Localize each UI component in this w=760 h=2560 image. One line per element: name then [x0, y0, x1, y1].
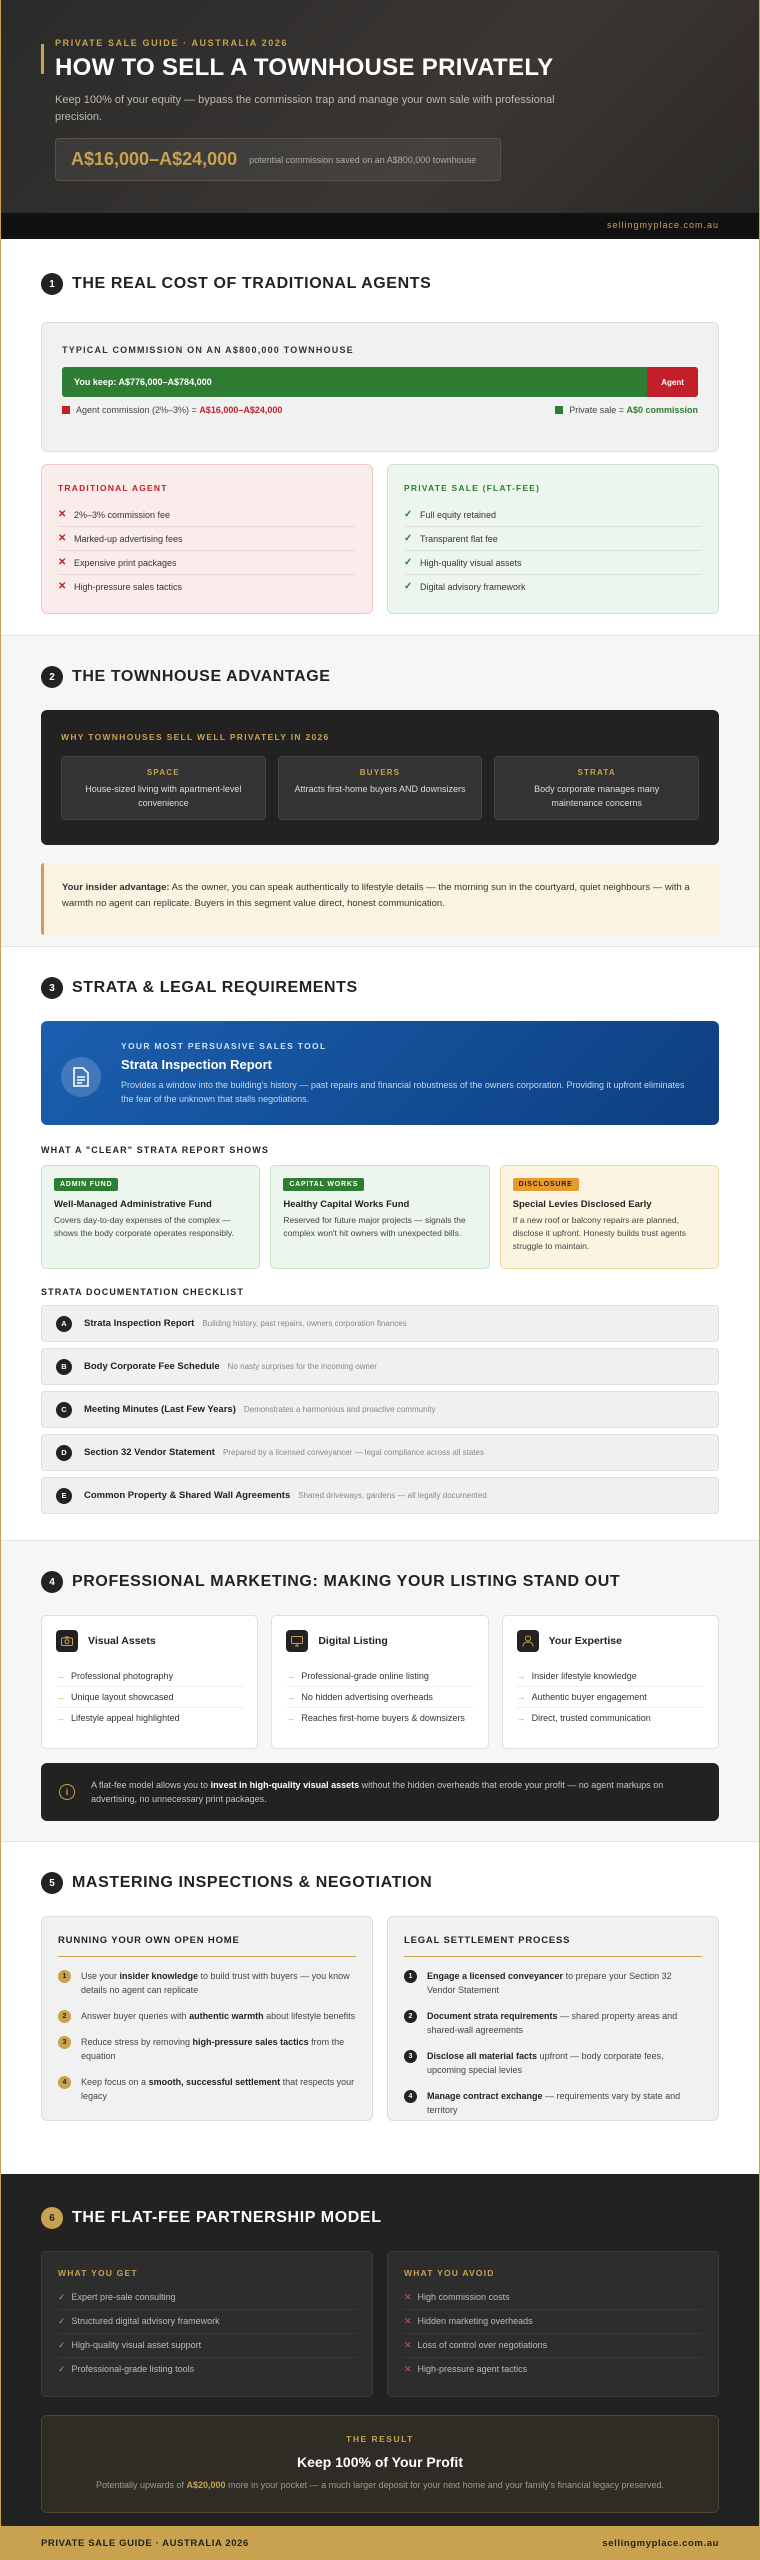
reason-tile-buyers: [278, 756, 483, 820]
list-item: [404, 551, 702, 575]
tile-title: SPACE: [146, 768, 180, 777]
tile-title: BUYERS: [359, 768, 401, 777]
list-item-text: Professional-grade listing tools: [71, 2364, 195, 2374]
step-bold: smooth, successful settlement: [148, 2077, 281, 2087]
what-you-avoid-box: [387, 2251, 719, 2397]
list-item-text: High commission costs: [417, 2292, 510, 2302]
list-item-text: Marked-up advertising fees: [74, 533, 183, 544]
section-heading: [41, 1872, 719, 1894]
settlement-box: [387, 1916, 719, 2121]
item-desc: Prepared by a licensed conveyancer — legal compliance across all states: [222, 1448, 484, 1457]
list-item-text: Lifestyle appeal highlighted: [71, 1713, 180, 1723]
hero-site-strip: [1, 213, 759, 239]
legend-green-swatch: [555, 406, 563, 414]
list-item: [286, 1687, 473, 1708]
card-title: TRADITIONAL AGENT: [58, 483, 168, 493]
step-number: 4: [404, 2090, 417, 2103]
step-number: 1: [404, 1970, 417, 1983]
item-desc: Shared driveways, gardens — all legally documented: [298, 1491, 487, 1500]
flat-fee-note: [41, 1763, 719, 1821]
monitor-icon: [286, 1630, 308, 1652]
step-item: [58, 2075, 356, 2103]
list-item: [404, 2310, 702, 2334]
info-icon: i: [59, 1784, 75, 1800]
list-item-text: Loss of control over negotiations: [417, 2340, 548, 2350]
cross-icon: ✕: [404, 2340, 412, 2350]
step-bold: authentic warmth: [189, 2011, 264, 2021]
digital-listing-card: [271, 1615, 488, 1749]
list-item-text: 2%–3% commission fee: [74, 509, 171, 520]
list-item-text: Expensive print packages: [74, 557, 177, 568]
legend-agent-label: Agent commission (2%–3%) =: [76, 405, 200, 415]
checklist-heading: STRATA DOCUMENTATION CHECKLIST: [41, 1287, 244, 1297]
documentation-checklist: [41, 1305, 719, 1514]
hero-site-link[interactable]: sellingmyplace.com.au: [606, 220, 719, 230]
capital-works-card: [270, 1165, 489, 1269]
list-item-text: Digital advisory framework: [420, 581, 526, 592]
footer-label: PRIVATE SALE GUIDE · AUSTRALIA 2026: [41, 2537, 249, 2549]
list-item: [517, 1708, 704, 1728]
list-item: [58, 2334, 356, 2358]
check-icon: ✓: [58, 2340, 66, 2350]
step-post: — requirements vary by state and territory: [427, 2091, 681, 2115]
arrow-icon: →: [516, 1671, 526, 1681]
banner-title: Strata Inspection Report: [121, 1057, 272, 1072]
step-number: 3: [58, 2036, 71, 2049]
list-item-text: High-pressure sales tactics: [74, 581, 183, 592]
item-desc: No nasty surprises for the incoming owner: [227, 1362, 378, 1371]
cross-icon: ✕: [58, 533, 67, 544]
note-post: without the hidden overheads that erode your profit — no agent markups on advertising, no unnecessary print packages.: [91, 1780, 664, 1804]
cross-icon: ✕: [58, 581, 67, 592]
list-item: [58, 2310, 356, 2334]
card-heading: Well-Managed Administrative Fund: [54, 1199, 212, 1210]
clear-report-cards: [41, 1165, 719, 1269]
list-item-text: Reaches first-home buyers & downsizers: [301, 1713, 465, 1723]
savings-amount: A$16,000–A$24,000: [71, 149, 238, 169]
step-item: [404, 2009, 702, 2037]
step-item: [404, 2089, 702, 2117]
item-desc: Building history, past repairs, owners corporation finances: [202, 1319, 407, 1328]
arrow-icon: →: [56, 1671, 65, 1681]
list-item: [56, 1687, 243, 1708]
list-item: [404, 503, 702, 527]
box-title: RUNNING YOUR OWN OPEN HOME: [58, 1935, 356, 1957]
item-desc: Demonstrates a harmonious and proactive community: [243, 1405, 436, 1414]
list-item-text: Professional-grade online listing: [301, 1671, 429, 1681]
card-name: Your Expertise: [548, 1635, 622, 1647]
list-item: [404, 2358, 702, 2381]
list-item: [58, 2358, 356, 2381]
arrow-icon: →: [286, 1692, 296, 1702]
list-item: [286, 1708, 473, 1728]
savings-callout: [55, 138, 501, 181]
item-letter: D: [56, 1445, 72, 1461]
list-item-text: Expert pre-sale consulting: [71, 2292, 176, 2302]
list-item: [404, 2334, 702, 2358]
result-pre: Potentially upwards of: [95, 2480, 187, 2490]
check-icon: ✓: [404, 509, 413, 520]
tile-desc: Body corporate manages many maintenance concerns: [534, 784, 660, 808]
card-desc: Covers day-to-day expenses of the complex — shows the body corporate operates responsibly.: [54, 1215, 234, 1238]
cross-icon: ✕: [404, 2316, 412, 2326]
note-bold: invest in high-quality visual assets: [210, 1780, 360, 1790]
your-expertise-card: [502, 1615, 719, 1749]
legend-private: [555, 405, 698, 415]
list-item-text: Transparent flat fee: [420, 533, 498, 544]
get-avoid-columns: [41, 2251, 719, 2397]
insider-advantage-callout: [41, 863, 719, 935]
box-title: WHAT YOU GET: [58, 2268, 138, 2278]
hero-eyebrow: PRIVATE SALE GUIDE · AUSTRALIA 2026: [55, 38, 289, 48]
arrow-icon: →: [56, 1713, 65, 1723]
check-icon: ✓: [404, 533, 413, 544]
commission-legend: [62, 405, 698, 415]
private-sale-card: [387, 464, 719, 614]
card-heading: Special Levies Disclosed Early: [512, 1199, 652, 1210]
step-number: 4: [58, 2076, 71, 2089]
note-pre: A flat-fee model allows you to: [91, 1780, 211, 1790]
strata-report-banner: [41, 1021, 719, 1125]
list-item: [404, 527, 702, 551]
reason-tile-strata: [494, 756, 699, 820]
checklist-item[interactable]: [41, 1348, 719, 1385]
section-number: 2: [41, 666, 63, 688]
page-footer: [1, 2526, 759, 2560]
legend-red-swatch: [62, 406, 70, 414]
list-item-text: Unique layout showcased: [71, 1692, 174, 1702]
section-heading: [41, 2207, 719, 2229]
step-item: [58, 2009, 356, 2023]
cross-icon: ✕: [404, 2364, 412, 2374]
townhouse-reasons-box: [41, 710, 719, 845]
banner-desc: Provides a window into the building's history — past repairs and financial robustness of the owners corporation. Providing it upfront eliminates the fear of the unknown that stalls negotiations.: [121, 1080, 685, 1104]
section-heading: [41, 273, 719, 295]
item-name: Strata Inspection Report: [84, 1318, 195, 1329]
step-number: 1: [58, 1970, 71, 1983]
list-item-text: High-pressure agent tactics: [417, 2364, 528, 2374]
step-item: [58, 2035, 356, 2063]
arrow-icon: →: [516, 1713, 526, 1723]
card-badge: CAPITAL WORKS: [283, 1178, 364, 1191]
list-item-text: Structured digital advisory framework: [71, 2316, 220, 2326]
step-pre: Use your: [81, 1971, 120, 1981]
step-number: 2: [58, 2010, 71, 2023]
marketing-cards: [41, 1615, 719, 1749]
section-title: THE FLAT-FEE PARTNERSHIP MODEL: [72, 2209, 382, 2226]
legend-private-value: A$0 commission: [626, 405, 698, 415]
step-item: [404, 1969, 702, 1997]
document-icon: [61, 1057, 101, 1097]
traditional-agent-card: [41, 464, 373, 614]
card-header: [56, 1630, 243, 1652]
section-heading: [41, 666, 719, 688]
callout-text: As the owner, you can speak authentically to lifestyle details — the morning sun in the courtyard, quiet neighbours — with a warmth no agent can replicate. Buyers in this segment value direct, honest communication.: [62, 882, 690, 909]
checklist-item[interactable]: [41, 1391, 719, 1428]
footer-site-link[interactable]: sellingmyplace.com.au: [602, 2537, 719, 2549]
cross-icon: ✕: [404, 2292, 412, 2302]
list-item: [58, 551, 356, 575]
list-item-text: High-quality visual assets: [420, 557, 522, 568]
section-townhouse-advantage: [1, 636, 759, 946]
list-item: [58, 503, 356, 527]
section-marketing: [1, 1541, 759, 1841]
card-header: [517, 1630, 704, 1652]
cross-icon: ✕: [58, 557, 67, 568]
item-letter: B: [56, 1359, 72, 1375]
box-title: LEGAL SETTLEMENT PROCESS: [404, 1935, 702, 1957]
step-number: 2: [404, 2010, 417, 2023]
equity-kept-segment: You keep: A$776,000–A$784,000: [62, 367, 647, 397]
list-item: [56, 1666, 243, 1687]
list-item: [56, 1708, 243, 1728]
section-heading: [41, 1571, 719, 1593]
box-title: WHY TOWNHOUSES SELL WELL PRIVATELY IN 2026: [61, 732, 330, 742]
item-name: Body Corporate Fee Schedule: [84, 1361, 220, 1372]
section-strata-legal: [1, 947, 759, 1540]
list-item: [404, 2286, 702, 2310]
item-name: Meeting Minutes (Last Few Years): [84, 1404, 236, 1415]
step-post: — shared property areas and shared-wall agreements: [427, 2011, 678, 2035]
step-bold: Document strata requirements: [427, 2011, 558, 2021]
step-bold: Disclose all material facts: [427, 2051, 538, 2061]
item-letter: C: [56, 1402, 72, 1418]
step-bold: high-pressure sales tactics: [192, 2037, 309, 2047]
result-amount: A$20,000: [186, 2480, 226, 2490]
list-item-text: Insider lifestyle knowledge: [531, 1671, 637, 1681]
list-item-text: High-quality visual asset support: [71, 2340, 202, 2350]
card-name: Digital Listing: [318, 1635, 388, 1647]
inspection-columns: [41, 1916, 719, 2121]
section-number: 3: [41, 977, 63, 999]
arrow-icon: →: [286, 1671, 296, 1681]
result-post: more in your pocket — a much larger deposit for your next home and your family's financial legacy preserved.: [225, 2480, 665, 2490]
check-icon: ✓: [58, 2364, 66, 2374]
list-item: [58, 527, 356, 551]
visual-assets-card: [41, 1615, 258, 1749]
list-item: [517, 1666, 704, 1687]
card-desc: Reserved for future major projects — signals the complex won't hit owners with unexpected bills.: [283, 1215, 466, 1238]
card-desc: If a new roof or balcony repairs are planned, disclose it upfront. Honesty builds trust agents struggle to maintain.: [512, 1215, 687, 1251]
agent-commission-segment: Agent: [647, 367, 698, 397]
camera-icon: [56, 1630, 78, 1652]
hero-accent-bar: [41, 44, 44, 74]
result-tag: THE RESULT: [346, 2434, 414, 2444]
item-letter: A: [56, 1316, 72, 1332]
section-agent-costs: [1, 239, 759, 635]
section-heading: [41, 977, 719, 999]
list-item-text: Full equity retained: [420, 509, 497, 520]
arrow-icon: →: [516, 1692, 526, 1702]
item-name: Common Property & Shared Wall Agreements: [84, 1490, 291, 1501]
step-pre: Keep focus on a: [81, 2077, 149, 2087]
pro-list: [404, 503, 702, 598]
checklist-item[interactable]: [41, 1434, 719, 1471]
step-post: that respects your legacy: [81, 2077, 355, 2101]
card-heading: Healthy Capital Works Fund: [283, 1199, 410, 1210]
check-icon: ✓: [404, 557, 413, 568]
card-badge: DISCLOSURE: [513, 1178, 579, 1191]
list-item-text: Hidden marketing overheads: [417, 2316, 533, 2326]
cross-icon: ✕: [58, 509, 67, 520]
step-post: from the equation: [81, 2037, 345, 2061]
list-item: [58, 2286, 356, 2310]
tile-title: STRATA: [577, 768, 616, 777]
legend-agent: [62, 405, 282, 415]
item-letter: E: [56, 1488, 72, 1504]
check-icon: ✓: [404, 581, 413, 592]
reason-tile-space: [61, 756, 266, 820]
step-post: upfront — body corporate fees, upcoming special levies: [427, 2051, 664, 2075]
card-name: Visual Assets: [88, 1635, 156, 1647]
disclosure-card: [500, 1165, 719, 1269]
admin-fund-card: [41, 1165, 260, 1269]
what-you-get-box: [41, 2251, 373, 2397]
section-title: THE TOWNHOUSE ADVANTAGE: [72, 668, 331, 685]
section-number: 6: [41, 2207, 63, 2229]
section-flat-fee-model: [1, 2174, 759, 2538]
callout-label: Your insider advantage:: [62, 882, 170, 893]
legend-private-label: Private sale =: [569, 405, 627, 415]
person-icon: [517, 1630, 539, 1652]
banner-tag: YOUR MOST PERSUASIVE SALES TOOL: [121, 1041, 327, 1051]
section-title: STRATA & LEGAL REQUIREMENTS: [72, 979, 358, 996]
open-home-box: [41, 1916, 373, 2121]
tile-desc: Attracts first-home buyers AND downsizers: [294, 784, 466, 794]
commission-bar: [62, 367, 698, 397]
section-title: THE REAL COST OF TRADITIONAL AGENTS: [72, 275, 432, 292]
list-item-text: Direct, trusted communication: [531, 1713, 651, 1723]
savings-note: potential commission saved on an A$800,000 townhouse: [249, 154, 477, 165]
commission-box: [41, 322, 719, 452]
tile-desc: House-sized living with apartment-level convenience: [85, 784, 242, 808]
hero-header: [1, 0, 759, 213]
list-item: [58, 575, 356, 598]
note-text: [91, 1778, 701, 1806]
list-item-text: Authentic buyer engagement: [531, 1692, 647, 1702]
clear-report-heading: WHAT A "CLEAR" STRATA REPORT SHOWS: [41, 1145, 269, 1155]
result-desc: [42, 2480, 718, 2490]
con-list: [58, 503, 356, 598]
arrow-icon: →: [286, 1713, 296, 1723]
box-title: WHAT YOU AVOID: [404, 2268, 495, 2278]
step-pre: Answer buyer queries with: [81, 2011, 190, 2021]
step-item: [404, 2049, 702, 2077]
result-title: Keep 100% of Your Profit: [297, 2454, 463, 2470]
list-item: [286, 1666, 473, 1687]
checklist-item[interactable]: [41, 1305, 719, 1342]
checklist-item[interactable]: [41, 1477, 719, 1514]
section-number: 5: [41, 1872, 63, 1894]
commission-box-label: TYPICAL COMMISSION ON AN A$800,000 TOWNHOUSE: [62, 345, 354, 355]
step-bold: insider knowledge: [119, 1971, 199, 1981]
list-item: [517, 1687, 704, 1708]
step-item: [58, 1969, 356, 1997]
hero-lead: Keep 100% of your equity — bypass the commission trap and manage your own sale with professional precision.: [55, 94, 555, 123]
section-title: PROFESSIONAL MARKETING: MAKING YOUR LISTING STAND OUT: [72, 1573, 621, 1590]
item-name: Section 32 Vendor Statement: [84, 1447, 215, 1458]
step-post: to prepare your Section 32 Vendor Statement: [427, 1971, 672, 1995]
step-bold: Engage a licensed conveyancer: [427, 1971, 564, 1981]
list-item-text: No hidden advertising overheads: [301, 1692, 433, 1702]
arrow-icon: →: [56, 1692, 65, 1702]
card-badge: ADMIN FUND: [54, 1178, 118, 1191]
card-header: [286, 1630, 473, 1652]
step-post: about lifestyle benefits: [263, 2011, 356, 2021]
section-number: 1: [41, 273, 63, 295]
step-pre: Reduce stress by removing: [81, 2037, 193, 2047]
page-title: HOW TO SELL A TOWNHOUSE PRIVATELY: [55, 54, 554, 81]
check-icon: ✓: [58, 2316, 66, 2326]
section-inspections: [1, 1842, 759, 2132]
list-item: [404, 575, 702, 598]
comparison-cards: [41, 464, 719, 614]
section-number: 4: [41, 1571, 63, 1593]
legend-agent-value: A$16,000–A$24,000: [199, 405, 283, 415]
card-title: PRIVATE SALE (FLAT-FEE): [404, 483, 541, 493]
step-post: to build trust with buyers — you know details no agent can replicate: [81, 1971, 350, 1995]
list-item-text: Professional photography: [71, 1671, 174, 1681]
result-box: [41, 2415, 719, 2513]
step-bold: Manage contract exchange: [427, 2091, 543, 2101]
section-title: MASTERING INSPECTIONS & NEGOTIATION: [72, 1874, 433, 1891]
step-number: 3: [404, 2050, 417, 2063]
check-icon: ✓: [58, 2292, 66, 2302]
reason-tiles: [61, 756, 699, 820]
